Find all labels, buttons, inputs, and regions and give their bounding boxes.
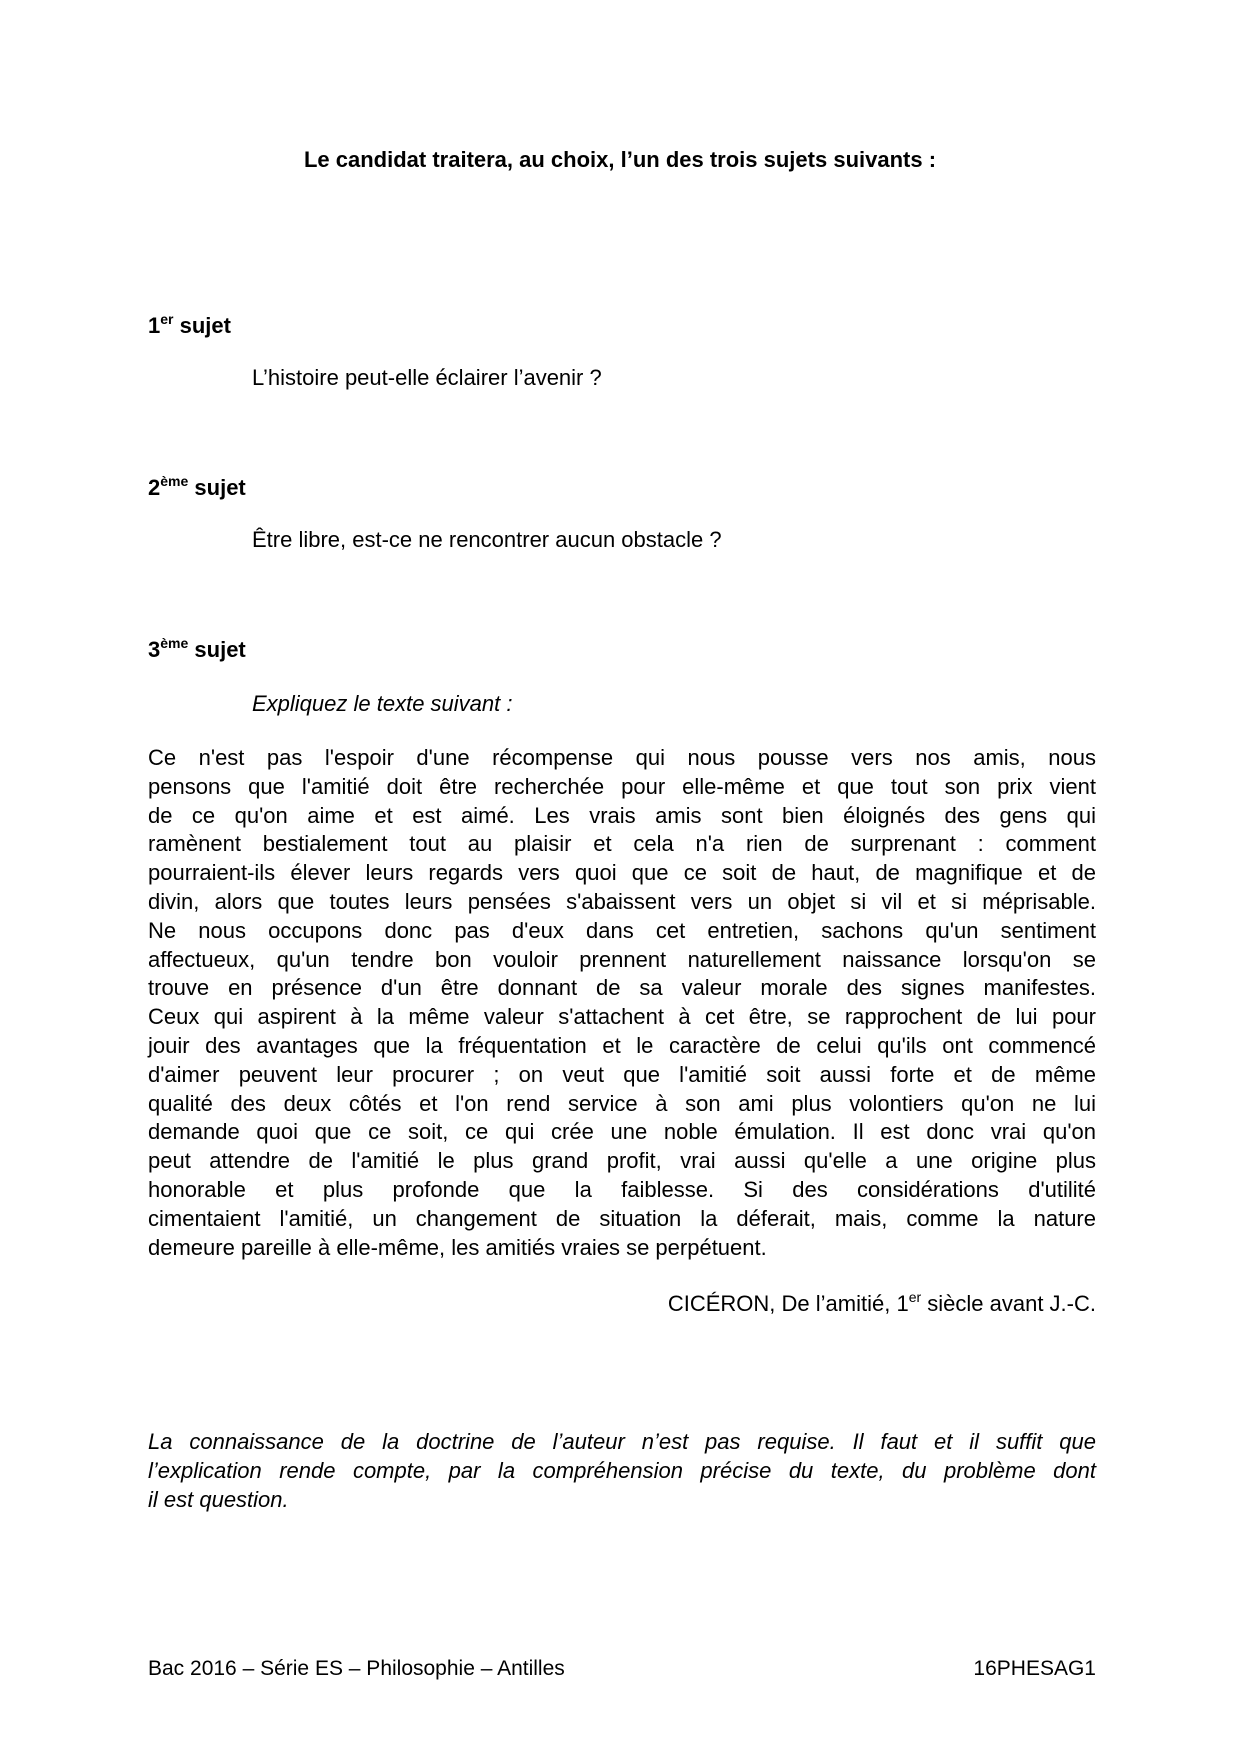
subject-1-number: 1 [148,313,161,338]
passage-line: demande quoi que ce soit, ce qui crée une noble émulation. Il est donc vrai qu'on [148,1119,1096,1145]
passage-line: de ce qu'on aime et est aimé. Les vrais amis sont bien éloignés des gens qui [148,802,1096,828]
citation-text: CICÉRON, De l’amitié, 1 [667,1291,909,1316]
passage-line: peut attendre de l'amitié le plus grand profit, vrai aussi qu'elle a une origine plus [148,1148,1096,1174]
subject-1-label: sujet [179,313,231,338]
note-line: l’explication rende compte, par la compréhension précise du texte, du problème dont [148,1457,1096,1483]
subject-2-heading [148,474,246,502]
subject-1-question: L’histoire peut-elle éclairer l’avenir ? [252,365,602,390]
citation-century: siècle avant J.-C. [921,1291,1096,1316]
note-line: La connaissance de la doctrine de l’auteur n’est pas requise. Il faut et il suffit que [148,1429,1096,1454]
subject-2-number: 2 [148,475,161,500]
subject-1-heading [148,312,231,340]
passage-line: honorable et plus profonde que la faiblesse. Si des considérations d'utilité [148,1176,1096,1202]
passage-line: d'aimer peuvent leur procurer ; on veut que l'amitié soit aussi forte et de même [148,1061,1096,1087]
subject-3-number: 3 [148,637,161,662]
subject-3-instruction: Expliquez le texte suivant : [252,691,513,716]
subject-2-label: sujet [194,475,246,500]
passage-line: Ne nous occupons donc pas d'eux dans cet entretien, sachons qu'un sentiment [148,917,1096,943]
passage-line: pourraient-ils élever leurs regards vers quoi que ce soit de haut, de magnifique et de [148,860,1096,886]
passage-line: trouve en présence d'un être donnant de sa valeur morale des signes manifestes. [148,975,1096,1001]
passage-line: ramènent bestialement tout au plaisir et cela n'a rien de surprenant : comment [148,831,1096,857]
citation-ordinal: er [908,1289,922,1305]
passage-text [148,744,1096,1262]
subject-3-label: sujet [194,637,246,662]
passage-line: jouir des avantages que la fréquentation et le caractère de celui qu'ils ont commencé [148,1032,1096,1058]
passage-line: Ceux qui aspirent à la même valeur s'attachent à cet être, se rapprochent de lui pour [148,1004,1096,1030]
subject-3-heading [148,636,246,664]
subject-3-ordinal: ème [160,635,189,651]
subject-2-ordinal: ème [160,473,189,489]
passage-line: demeure pareille à elle-même, les amitiés vraies se perpétuent. [148,1234,767,1260]
passage-line: affectueux, qu'un tendre bon vouloir prennent naturellement naissance lorsqu'on se [148,946,1096,972]
note-line: il est question. [148,1486,289,1512]
passage-line: cimentaient l'amitié, un changement de situation la déferait, mais, comme la nature [148,1205,1096,1231]
passage-line: divin, alors que toutes leurs pensées s'abaissent vers un objet si vil et si méprisable. [148,888,1096,914]
subject-2-question: Être libre, est-ce ne rencontrer aucun obstacle ? [252,527,722,552]
passage-line: pensons que l'amitié doit être recherchée pour elle-même et que tout son prix vient [148,773,1096,799]
passage-line: qualité des deux côtés et l'on rend service à son ami plus volontiers qu'on ne lui [148,1090,1096,1116]
footer-exam-info: Bac 2016 – Série ES – Philosophie – Antilles [148,1657,565,1680]
exam-note [148,1428,1096,1514]
footer-exam-code: 16PHESAG1 [973,1657,1096,1680]
exam-instruction: Le candidat traitera, au choix, l’un des trois sujets suivants : [303,147,937,172]
passage-citation [668,1290,1096,1318]
passage-line: Ce n'est pas l'espoir d'une récompense qui nous pousse vers nos amis, nous [148,745,1096,770]
subject-1-ordinal: er [160,311,174,327]
